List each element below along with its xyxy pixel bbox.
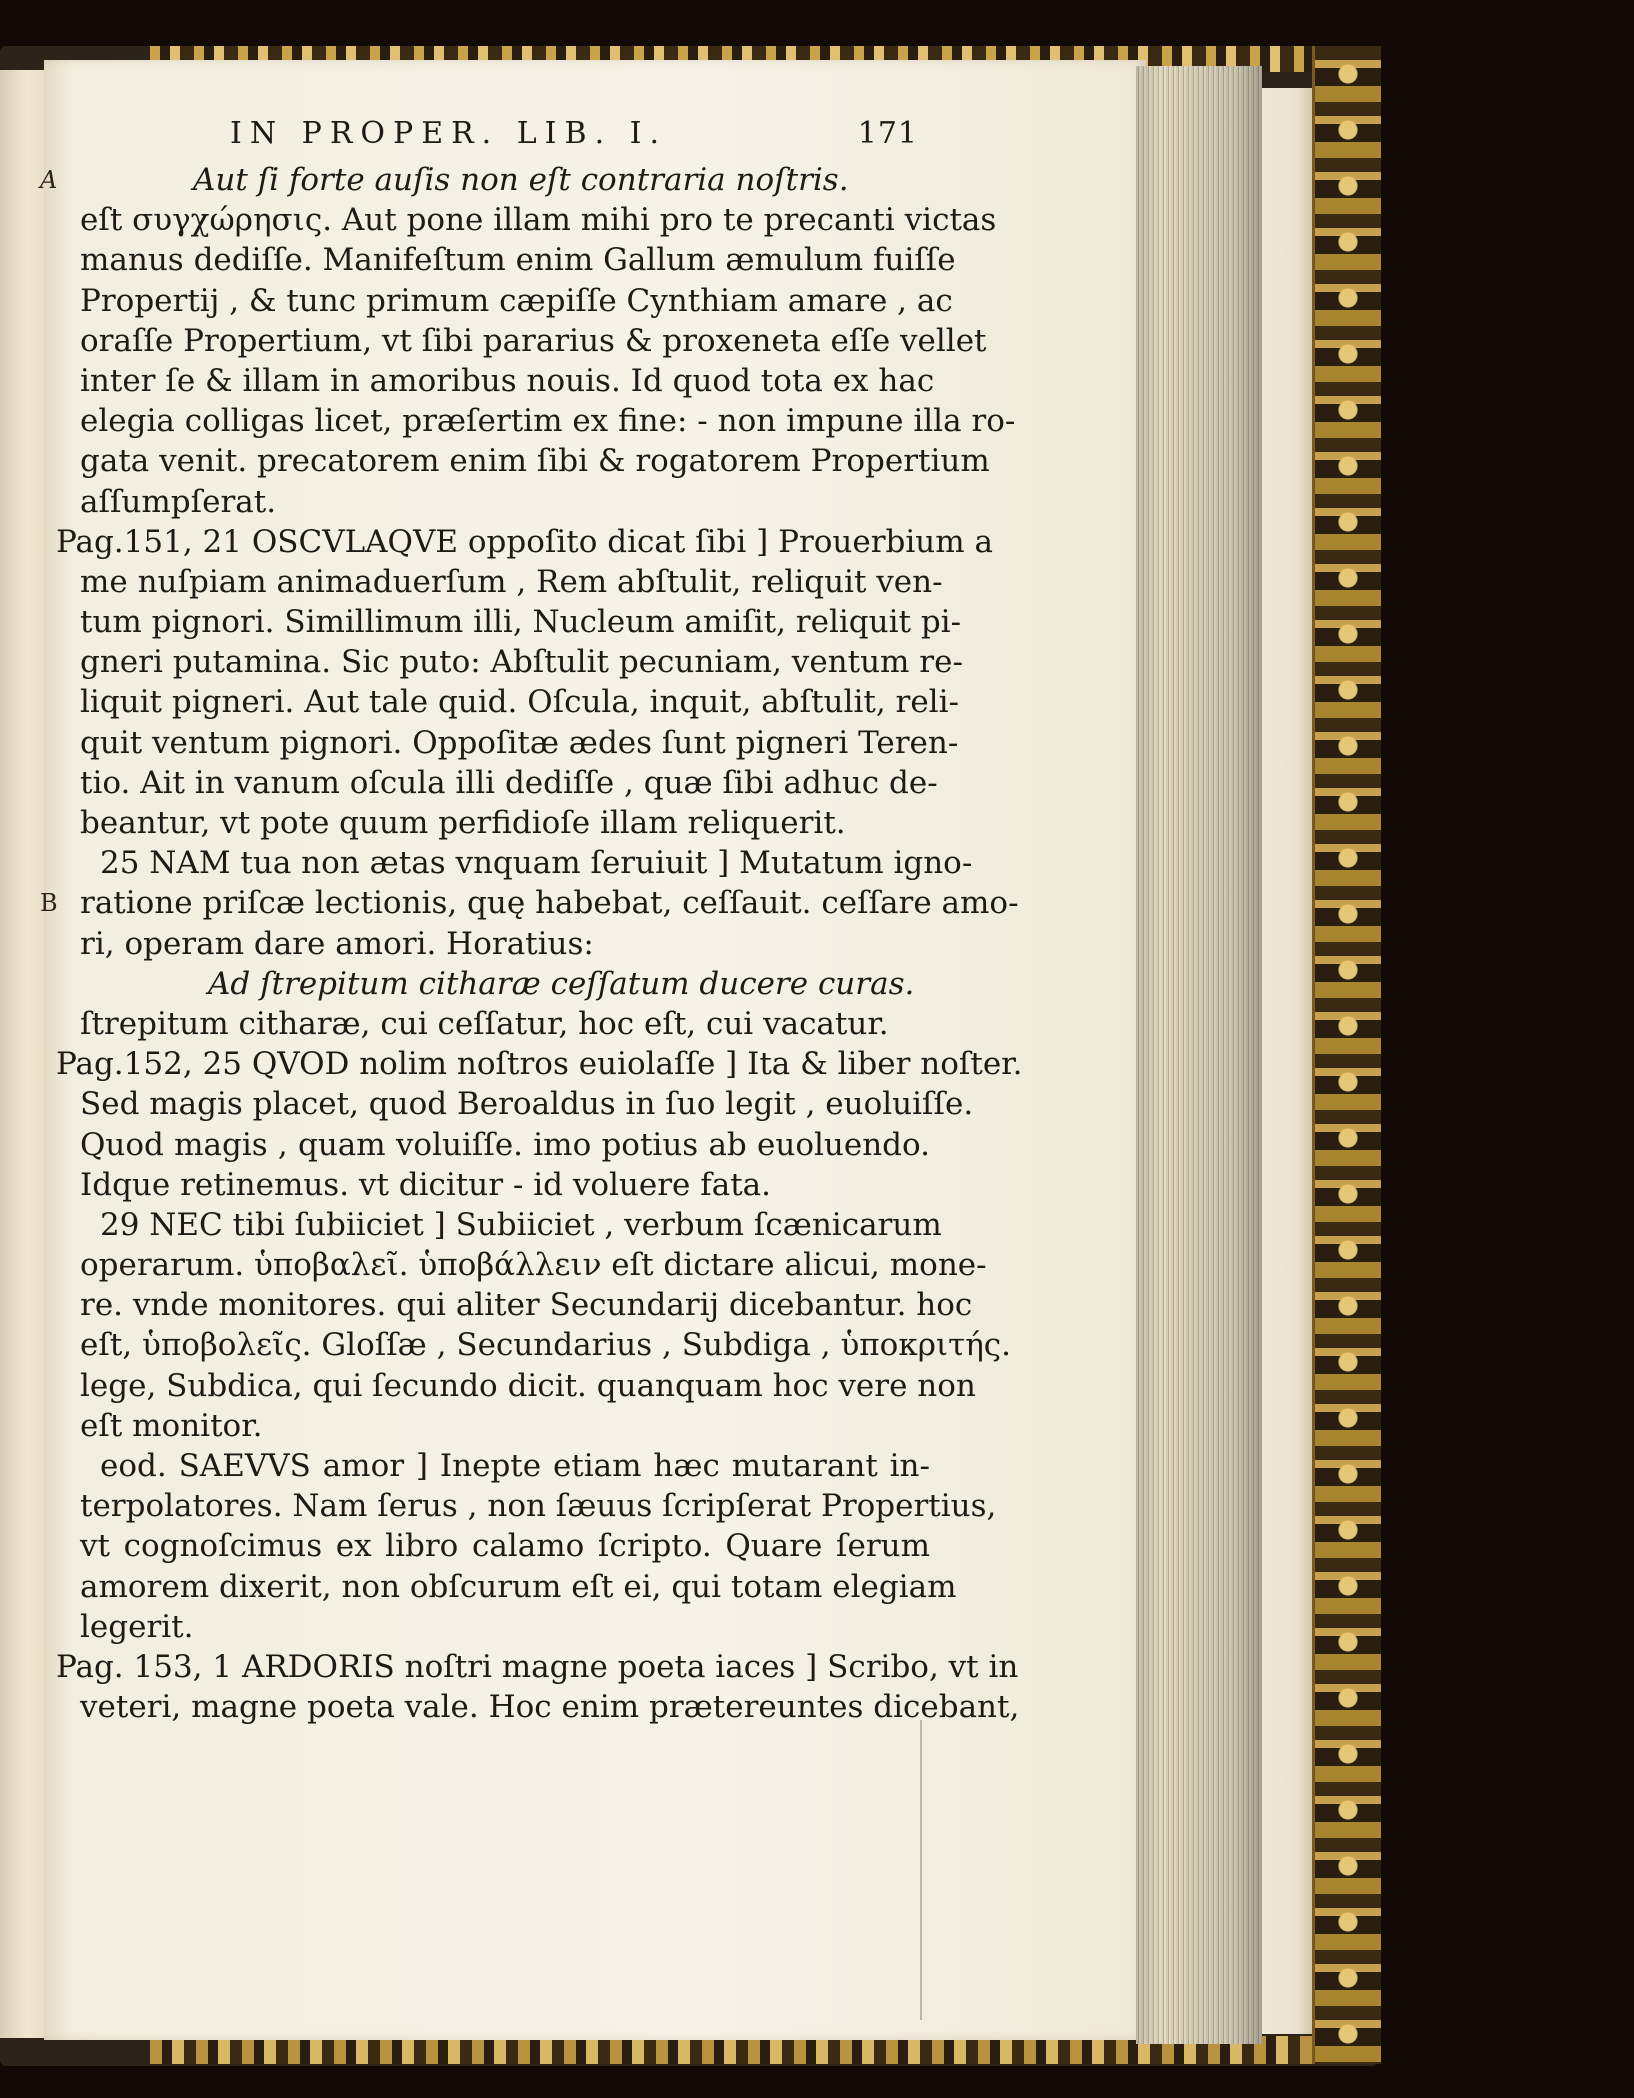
line-text: Pag. 153, 1 ARDORIS noſtri magne poeta iaces ] Scribo, vt in	[56, 1648, 1019, 1685]
text-line	[58, 562, 943, 602]
line-text: oraſſe Propertium, vt ſibi pararius & proxeneta eſſe vellet	[80, 322, 987, 359]
line-text: 29 NEC tibi ſubiiciet ] Subiiciet , verbum ſcænicarum	[100, 1206, 942, 1243]
text-line	[58, 401, 1016, 441]
text-line	[58, 1607, 918, 1647]
line-text: legerit.	[80, 1608, 194, 1645]
facing-page-edge	[0, 70, 44, 2038]
margin-letter: A	[40, 166, 58, 194]
text-line	[58, 723, 959, 763]
text-line	[58, 1366, 976, 1406]
text-line	[58, 924, 918, 964]
text-line	[58, 763, 938, 803]
page-edges	[1136, 66, 1262, 2044]
line-text: veteri, magne poeta vale. Hoc enim prætereuntes dicebant,	[80, 1689, 1020, 1726]
text-line	[58, 281, 953, 321]
line-text: amorem dixerit, non obſcurum eſt ei, qui totam elegiam	[80, 1568, 957, 1605]
text-line	[40, 883, 1019, 923]
text-line	[56, 1044, 1023, 1084]
line-text: manus dediſſe. Manifeſtum enim Gallum æmulum fuiſſe	[80, 242, 956, 279]
line-text: eſt, ὑποβολεῖς. Gloſſæ , Secundarius , Subdiga , ὑποκριτής.	[80, 1327, 1012, 1364]
text-line	[58, 642, 963, 682]
text-line	[58, 1687, 1020, 1727]
line-text: Pag.151, 21 OSCVLAQVE oppoſito dicat ſibi ] Prouerbium a	[56, 523, 994, 560]
line-text: aſſumpſerat.	[80, 483, 277, 520]
line-text: gata venit. precatorem enim ſibi & rogatorem Propertium	[80, 443, 990, 480]
line-text: eſt συγχώρησις. Aut pone illam mihi pro te precanti victas	[80, 202, 997, 239]
end-leaf	[1262, 88, 1312, 2034]
line-text: eod. SAEVVS amor ] Inepte etiam hæc mutarant in-	[100, 1448, 930, 1484]
text-line	[58, 1084, 974, 1124]
text-line	[58, 602, 962, 642]
text-line	[58, 1125, 930, 1165]
line-text: liquit pigneri. Aut tale quid. Oſcula, inquit, abſtulit, reli-	[80, 684, 959, 721]
page-text	[40, 110, 1023, 1727]
text-line	[58, 1004, 918, 1044]
line-text: Sed magis placet, quod Beroaldus in ſuo legit , euoluiſſe.	[80, 1086, 974, 1123]
text-line	[58, 1406, 918, 1446]
text-line	[58, 1325, 1012, 1365]
text-line	[58, 1205, 942, 1245]
page-number: 171	[857, 116, 918, 151]
text-line	[58, 803, 918, 843]
line-text: Propertij , & tunc primum cæpiſſe Cynthiam amare , ac	[80, 282, 953, 319]
page-fold	[920, 1720, 922, 2020]
line-text: ri, operam dare amori. Horatius:	[80, 925, 594, 962]
line-text: 25 NAM tua non ætas vnquam ſeruiuit ] Mutatum igno-	[100, 845, 973, 882]
text-lines	[40, 160, 1023, 1727]
gilt-border-right	[1312, 46, 1381, 2064]
line-text: Aut ſi forte auſis non eſt contraria noſtris.	[193, 162, 849, 198]
text-line	[58, 441, 990, 481]
text-line	[58, 682, 959, 722]
text-line	[58, 321, 987, 361]
line-text: lege, Subdica, qui ſecundo dicit. quanquam hoc vere non	[80, 1367, 976, 1404]
text-line	[58, 1526, 930, 1566]
text-line	[58, 200, 997, 240]
text-line	[58, 1285, 973, 1325]
line-text: Ad ſtrepitum citharæ ceſſatum ducere curas.	[208, 965, 915, 1002]
line-text: ſtrepitum citharæ, cui ceſſatur, hoc eſt, cui vacatur.	[80, 1005, 889, 1042]
line-text: Pag.152, 25 QVOD nolim noſtros euiolaſſe ] Ita & liber noſter.	[56, 1046, 1023, 1083]
line-text: Idque retinemus. vt dicitur - id voluere fata.	[80, 1166, 771, 1203]
text-line	[58, 1567, 957, 1607]
line-text: inter ſe & illam in amoribus nouis. Id quod tota ex hac	[80, 362, 935, 399]
page-header	[58, 110, 918, 160]
line-text: gneri putamina. Sic puto: Abſtulit pecuniam, ventum re-	[80, 644, 963, 681]
line-text: vt cognoſcimus ex libro calamo ſcripto. Quare ſerum	[80, 1528, 930, 1565]
text-line	[58, 1165, 918, 1205]
line-text: eſt monitor.	[80, 1407, 263, 1444]
line-text: tum pignori. Simillimum illi, Nucleum amiſit, reliquit pi-	[80, 604, 962, 641]
line-text: re. vnde monitores. qui aliter Secundarij dicebantur. hoc	[80, 1287, 973, 1324]
line-text: tio. Ait in vanum oſcula illi dediſſe , quæ ſibi adhuc de-	[80, 764, 938, 801]
line-text: beantur, vt pote quum perfidioſe illam reliquerit.	[80, 805, 846, 841]
line-text: Quod magis , quam voluiſſe. imo potius ab euoluendo.	[80, 1126, 930, 1163]
text-line	[58, 240, 956, 280]
text-line	[56, 1647, 1019, 1687]
line-text: operarum. ὑποβαλεῖ. ὑποβάλλειν eſt dictare alicui, mone-	[80, 1247, 987, 1284]
margin-letter: B	[40, 889, 58, 918]
line-text: quit ventum pignori. Oppoſitæ ædes ſunt pigneri Teren-	[80, 724, 959, 761]
text-line	[58, 1245, 987, 1285]
line-text: elegia colligas licet, præſertim ex fine: - non impune illa ro-	[80, 403, 1016, 440]
line-text: terpolatores. Nam ſerus , non ſæuus ſcripſerat Propertius,	[80, 1488, 997, 1525]
text-line	[56, 522, 994, 562]
line-text: ratione priſcæ lectionis, quę habebat, ceſſauit. ceſſare amo-	[80, 885, 1019, 922]
text-line	[58, 964, 918, 1004]
line-text: me nuſpiam animaduerſum , Rem abſtulit, reliquit ven-	[80, 563, 943, 600]
text-line	[58, 843, 973, 883]
text-line	[58, 1446, 930, 1486]
running-title: IN PROPER. LIB. I.	[230, 116, 668, 151]
text-line	[58, 361, 935, 401]
text-line	[40, 160, 918, 200]
text-line	[58, 482, 918, 522]
text-line	[58, 1486, 997, 1526]
